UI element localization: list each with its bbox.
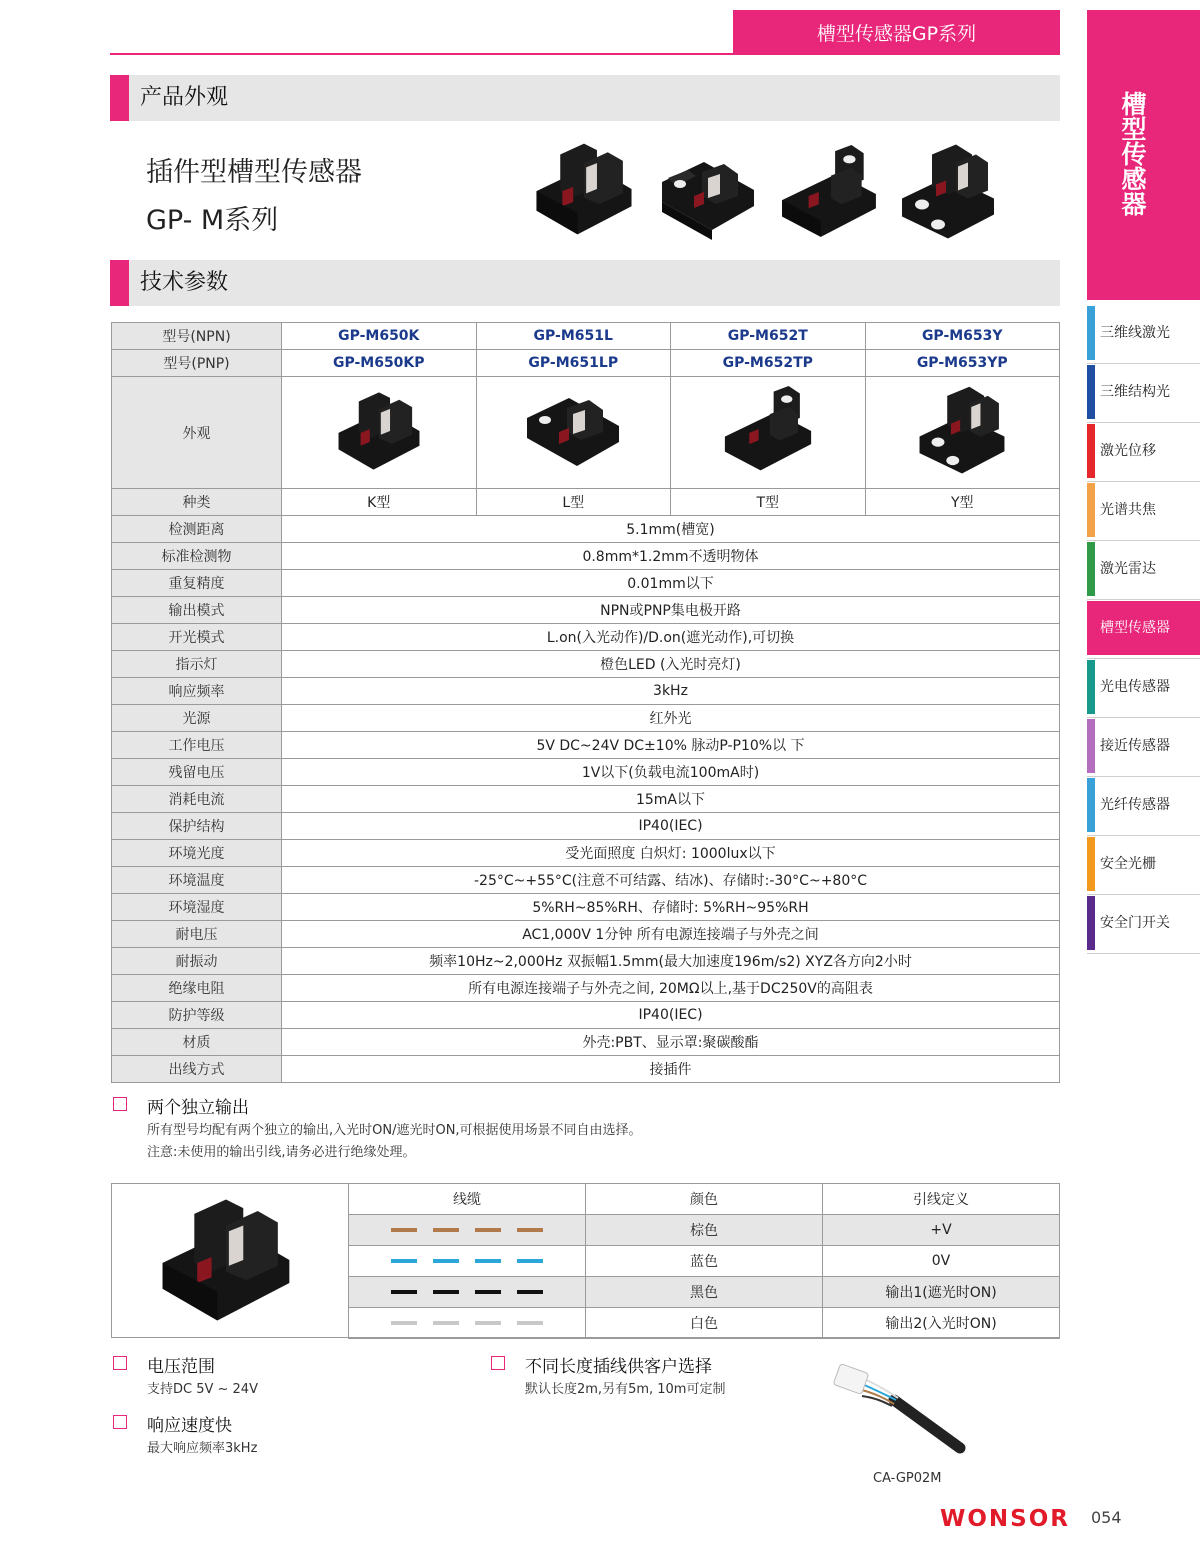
table-row <box>349 1184 1060 1215</box>
sidebar-color-bar <box>1087 719 1095 773</box>
spec-table <box>111 322 1060 1083</box>
sidebar-divider <box>1087 894 1200 895</box>
sidebar-item-label: 激光雷达 <box>1100 561 1156 577</box>
wire-header: 引线定义 <box>823 1184 1060 1215</box>
cable-image <box>832 1360 972 1455</box>
row-value: 接插件 <box>282 1056 1060 1083</box>
sidebar-item-spectral-confocal[interactable] <box>1087 483 1200 537</box>
model-pnp: GP-M653YP <box>865 350 1060 377</box>
row-value: 所有电源连接端子与外壳之间, 20MΩ以上,基于DC250V的高阻表 <box>282 975 1060 1002</box>
wire-header: 线缆 <box>349 1184 586 1215</box>
sidebar-item-3d-line-laser[interactable] <box>1087 306 1200 360</box>
row-label: 环境温度 <box>112 867 282 894</box>
appearance-cell <box>865 377 1060 489</box>
table-row <box>112 597 1060 624</box>
table-row <box>349 1308 1060 1339</box>
sensor-k-image <box>528 135 640 243</box>
wire-header: 颜色 <box>586 1184 823 1215</box>
table-row <box>112 921 1060 948</box>
table-row <box>112 570 1060 597</box>
sidebar-category-banner <box>1087 10 1200 300</box>
table-row <box>112 759 1060 786</box>
sidebar-item-label: 三维结构光 <box>1100 384 1170 400</box>
row-value: 3kHz <box>282 678 1060 705</box>
row-value: 受光面照度 白炽灯: 1000lux以下 <box>282 840 1060 867</box>
sidebar-item-photoelectric[interactable] <box>1087 660 1200 714</box>
appearance-cell <box>476 377 671 489</box>
table-row <box>112 651 1060 678</box>
sensor-k-thumb <box>329 385 429 477</box>
table-row <box>112 840 1060 867</box>
row-label: 标准检测物 <box>112 543 282 570</box>
row-label: 外观 <box>112 377 282 489</box>
sidebar-color-bar <box>1087 542 1095 596</box>
row-value: 橙色LED (入光时亮灯) <box>282 651 1060 678</box>
row-label: 环境光度 <box>112 840 282 867</box>
type-cell: K型 <box>282 489 477 516</box>
table-row <box>112 678 1060 705</box>
sidebar-divider <box>1087 599 1200 600</box>
feature-outputs-line1: 所有型号均配有两个独立的输出,入光时ON/遮光时ON,可根据使用场景不同自由选择。 <box>147 1123 642 1138</box>
row-value: 外壳:PBT、显示罩:聚碳酸酯 <box>282 1029 1060 1056</box>
row-label: 耐振动 <box>112 948 282 975</box>
sidebar-divider <box>1087 953 1200 954</box>
row-value: IP40(IEC) <box>282 1002 1060 1029</box>
row-value: 5.1mm(槽宽) <box>282 516 1060 543</box>
row-label: 防护等级 <box>112 1002 282 1029</box>
row-label: 型号(PNP) <box>112 350 282 377</box>
model-pnp: GP-M650KP <box>282 350 477 377</box>
row-label: 残留电压 <box>112 759 282 786</box>
section-tech-bar <box>110 260 1060 306</box>
feature-speed-text: 最大响应频率3kHz <box>147 1441 258 1456</box>
sidebar-divider <box>1087 540 1200 541</box>
sidebar-color-bar <box>1087 483 1095 537</box>
sidebar-divider <box>1087 776 1200 777</box>
row-label: 开光模式 <box>112 624 282 651</box>
model-pnp: GP-M651LP <box>476 350 671 377</box>
table-row <box>112 1056 1060 1083</box>
product-title-line2: GP- M系列 <box>146 205 279 236</box>
row-value: L.on(入光动作)/D.on(遮光动作),可切换 <box>282 624 1060 651</box>
wire-swatch <box>349 1308 586 1339</box>
table-row <box>112 813 1060 840</box>
table-row <box>349 1277 1060 1308</box>
table-row <box>112 867 1060 894</box>
sidebar-divider <box>1087 481 1200 482</box>
table-row <box>112 894 1060 921</box>
wire-definition: 输出2(入光时ON) <box>823 1308 1060 1339</box>
row-label: 环境湿度 <box>112 894 282 921</box>
brand-logo: WONSOR <box>940 1506 1070 1532</box>
section-accent <box>110 260 129 306</box>
row-value: 0.8mm*1.2mm不透明物体 <box>282 543 1060 570</box>
section-appearance-title: 产品外观 <box>140 85 229 110</box>
sidebar-item-3d-structured-light[interactable] <box>1087 365 1200 419</box>
row-value: 5V DC~24V DC±10% 脉动P-P10%以 下 <box>282 732 1060 759</box>
sidebar-color-bar <box>1087 896 1095 950</box>
sidebar-item-label: 光谱共焦 <box>1100 502 1156 518</box>
row-label: 材质 <box>112 1029 282 1056</box>
sidebar-item-safety-door-switch[interactable] <box>1087 896 1200 950</box>
table-row <box>112 350 1060 377</box>
sidebar-category-title: 槽型传感器 <box>1121 90 1147 219</box>
row-label: 出线方式 <box>112 1056 282 1083</box>
wire-swatch <box>349 1277 586 1308</box>
feature-cable-title: 不同长度插线供客户选择 <box>525 1357 712 1377</box>
sidebar-item-label: 接近传感器 <box>1100 738 1170 754</box>
row-value: 5%RH~85%RH、存储时: 5%RH~95%RH <box>282 894 1060 921</box>
model-npn: GP-M651L <box>476 323 671 350</box>
wire-swatch <box>349 1246 586 1277</box>
sidebar-item-label: 安全光栅 <box>1100 856 1156 872</box>
table-row <box>112 624 1060 651</box>
row-label: 保护结构 <box>112 813 282 840</box>
sidebar-item-label: 光纤传感器 <box>1100 797 1170 813</box>
table-row <box>112 975 1060 1002</box>
section-tech-title: 技术参数 <box>140 270 229 295</box>
sidebar-color-bar <box>1087 778 1095 832</box>
wire-definition: 输出1(遮光时ON) <box>823 1277 1060 1308</box>
appearance-cell <box>671 377 866 489</box>
table-row <box>112 489 1060 516</box>
appearance-cell <box>282 377 477 489</box>
section-appearance-bar <box>110 75 1060 121</box>
table-row <box>112 948 1060 975</box>
wire-color: 黑色 <box>586 1277 823 1308</box>
checkbox-icon <box>491 1356 505 1370</box>
type-cell: Y型 <box>865 489 1060 516</box>
row-label: 光源 <box>112 705 282 732</box>
feature-speed-title: 响应速度快 <box>147 1416 232 1436</box>
sidebar-color-bar <box>1087 306 1095 360</box>
row-value: 频率10Hz~2,000Hz 双振幅1.5mm(最大加速度196m/s2) XYZ各方向2小时 <box>282 948 1060 975</box>
page-number: 054 <box>1091 1508 1122 1527</box>
table-row <box>112 1029 1060 1056</box>
table-row <box>349 1246 1060 1277</box>
wire-definition: 0V <box>823 1246 1060 1277</box>
model-npn: GP-M653Y <box>865 323 1060 350</box>
wire-color: 蓝色 <box>586 1246 823 1277</box>
sidebar-item-fiber-optic[interactable] <box>1087 778 1200 832</box>
product-title-line1: 插件型槽型传感器 <box>146 157 362 188</box>
sidebar-color-bar <box>1087 601 1095 655</box>
table-row <box>112 543 1060 570</box>
checkbox-icon <box>113 1415 127 1429</box>
table-row <box>112 1002 1060 1029</box>
wire-table <box>348 1183 1060 1339</box>
row-label: 输出模式 <box>112 597 282 624</box>
sidebar-divider <box>1087 835 1200 836</box>
type-cell: T型 <box>671 489 866 516</box>
table-row <box>112 705 1060 732</box>
sidebar-divider <box>1087 658 1200 659</box>
sidebar-item-label: 槽型传感器 <box>1100 620 1170 636</box>
feature-voltage-text: 支持DC 5V ~ 24V <box>147 1382 258 1397</box>
row-value: 1V以下(负载电流100mA时) <box>282 759 1060 786</box>
feature-outputs-line2: 注意:未使用的输出引线,请务必进行绝缘处理。 <box>147 1145 416 1160</box>
wire-definition: +V <box>823 1215 1060 1246</box>
row-value: NPN或PNP集电极开路 <box>282 597 1060 624</box>
feature-outputs-title: 两个独立输出 <box>147 1098 249 1118</box>
sidebar-item-label: 三维线激光 <box>1100 325 1170 341</box>
sensor-t-thumb <box>721 386 815 476</box>
row-label: 指示灯 <box>112 651 282 678</box>
row-value: 15mA以下 <box>282 786 1060 813</box>
row-value: 红外光 <box>282 705 1060 732</box>
sensor-wiring-image <box>146 1188 306 1332</box>
wire-color: 白色 <box>586 1308 823 1339</box>
sidebar-color-bar <box>1087 837 1095 891</box>
sidebar-item-slot-sensor[interactable] <box>1087 601 1200 655</box>
row-label: 耐电压 <box>112 921 282 948</box>
sidebar-divider <box>1087 422 1200 423</box>
sidebar-divider <box>1087 717 1200 718</box>
sidebar-item-label: 安全门开关 <box>1100 915 1170 931</box>
wire-color: 棕色 <box>586 1215 823 1246</box>
row-label: 绝缘电阻 <box>112 975 282 1002</box>
table-row <box>112 377 1060 489</box>
row-label: 型号(NPN) <box>112 323 282 350</box>
sidebar-item-label: 光电传感器 <box>1100 679 1170 695</box>
table-row <box>112 732 1060 759</box>
checkbox-icon <box>113 1356 127 1370</box>
sidebar-color-bar <box>1087 660 1095 714</box>
sensor-l-image <box>658 150 758 240</box>
row-label: 工作电压 <box>112 732 282 759</box>
row-value: IP40(IEC) <box>282 813 1060 840</box>
table-row <box>112 323 1060 350</box>
table-row <box>112 516 1060 543</box>
wire-swatch <box>349 1215 586 1246</box>
checkbox-icon <box>113 1097 127 1111</box>
sensor-y-image <box>898 140 998 245</box>
row-label: 检测距离 <box>112 516 282 543</box>
sensor-t-image <box>778 145 880 243</box>
row-value: 0.01mm以下 <box>282 570 1060 597</box>
sidebar-item-label: 激光位移 <box>1100 443 1156 459</box>
table-row <box>349 1215 1060 1246</box>
model-npn: GP-M652T <box>671 323 866 350</box>
table-row <box>112 786 1060 813</box>
model-npn: GP-M650K <box>282 323 477 350</box>
sidebar-color-bar <box>1087 424 1095 478</box>
cable-model-label: CA-GP02M <box>873 1471 942 1486</box>
type-cell: L型 <box>476 489 671 516</box>
sidebar-item-lidar[interactable] <box>1087 542 1200 596</box>
series-tab: 槽型传感器GP系列 <box>733 10 1060 55</box>
row-value: AC1,000V 1分钟 所有电源连接端子与外壳之间 <box>282 921 1060 948</box>
model-pnp: GP-M652TP <box>671 350 866 377</box>
row-label: 重复精度 <box>112 570 282 597</box>
sidebar-divider <box>1087 363 1200 364</box>
sidebar-item-laser-displacement[interactable] <box>1087 424 1200 478</box>
sensor-y-thumb <box>914 383 1010 479</box>
row-value: -25°C~+55°C(注意不可结露、结冰)、存储时:-30°C~+80°C <box>282 867 1060 894</box>
row-label: 种类 <box>112 489 282 516</box>
sidebar-item-safety-light-curtain[interactable] <box>1087 837 1200 891</box>
sidebar-item-proximity[interactable] <box>1087 719 1200 773</box>
feature-voltage-title: 电压范围 <box>147 1357 215 1377</box>
sidebar-color-bar <box>1087 365 1095 419</box>
row-label: 消耗电流 <box>112 786 282 813</box>
section-accent <box>110 75 129 121</box>
sensor-l-thumb <box>521 386 625 476</box>
row-label: 响应频率 <box>112 678 282 705</box>
feature-cable-text: 默认长度2m,另有5m, 10m可定制 <box>525 1382 726 1397</box>
